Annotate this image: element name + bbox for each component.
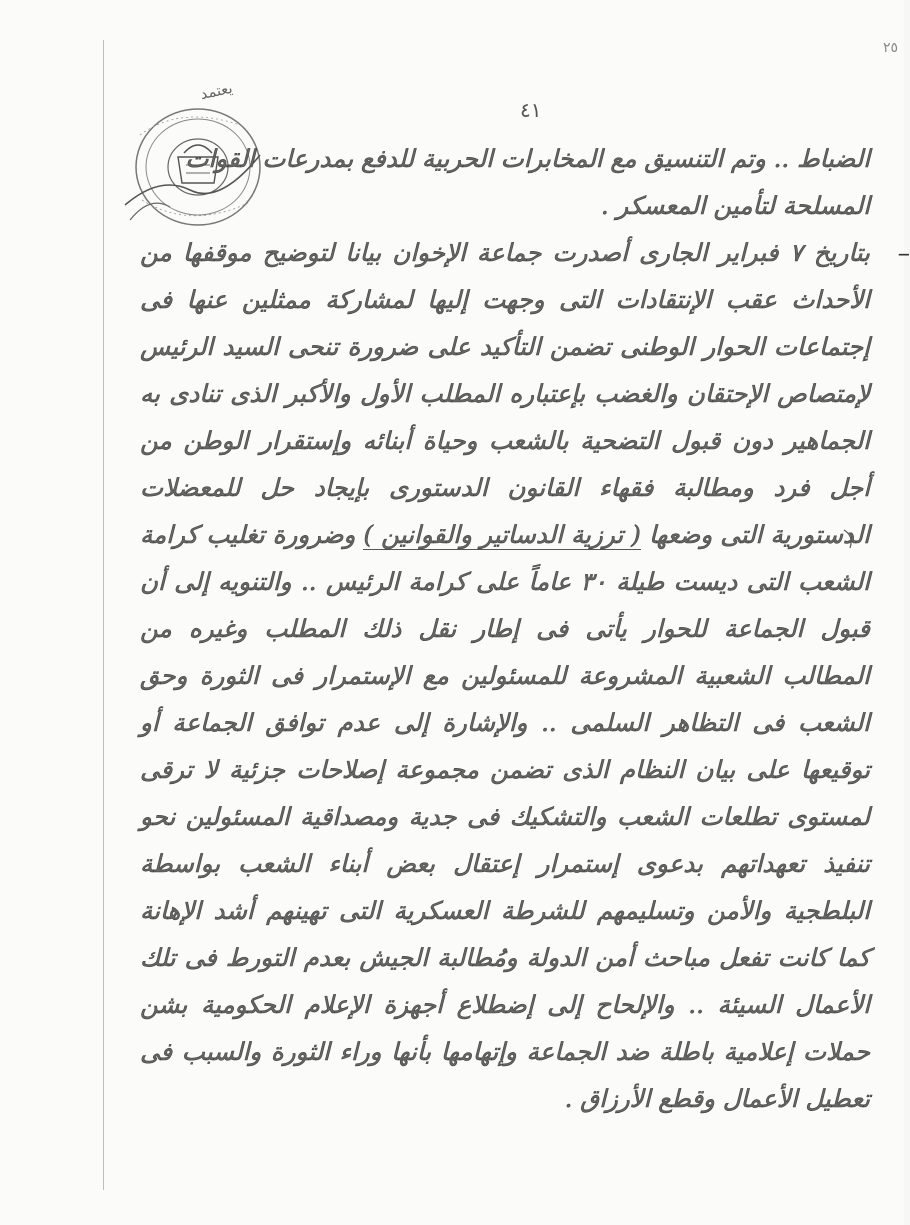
continuation-line-2: المسلحة لتأمين المعسكر .: [600, 191, 870, 220]
margin-line: [103, 40, 104, 1190]
continuation-paragraph: [140, 135, 870, 229]
margin-check-mark-icon: [840, 528, 860, 550]
handwritten-note: يعتمد: [198, 78, 235, 104]
paragraph-text-part-1: بتاريخ ٧ فبراير الجارى أصدرت جماعة الإخوان بيانا لتوضيح موقفها من الأحداث عقب الإنتقادات التى وجهت إليها لمشاركة ممثلين عنها فى إجتماعات الحوار الوطنى تضمن التأكيد على ضرورة تنحى السيد الرئيس لإمتصاص الإحتقان والغضب بإعتباره المطلب الأول والأكبر الذى تنادى به الجماهير دون قبول التضحية بالشعب وحياة أبنائه وإستقرار الوطن من أجل فرد ومطالبة فقهاء القانون الدستورى بإيجاد حل للمعضلات الدستورية التى وضعها: [140, 238, 870, 549]
document-body: [140, 135, 910, 1122]
corner-mark: ٢٥: [882, 40, 898, 56]
underlined-phrase: ( ترزية الدساتير والقوانين ): [363, 520, 641, 549]
paragraph-text-part-2: وضرورة تغليب كرامة الشعب التى ديست طيلة ٣٠ عاماً على كرامة الرئيس .. والتنويه إلى أن قبول الجماعة للحوار يأتى فى إطار نقل ذلك المطلب وغيره من المطالب الشعبية المشروعة للمسئولين مع الإستمرار فى الثورة وحق الشعب فى التظاهر السلمى .. والإشارة إلى عدم توافق الجماعة أو توقيعها على بيان النظام الذى تضمن مجموعة إصلاحات جزئية لا ترقى لمستوى تطلعات الشعب والتشكيك فى جدية ومصداقية المسئولين نحو تنفيذ تعهداتهم بدعوى إستمرار إعتقال بعض أبناء الشعب بواسطة البلطجية والأمن وتسليمهم للشرطة العسكرية التى تهينهم أشد الإهانة كما كانت تفعل مباحث أمن الدولة ومُطالبة الجيش بعدم التورط فى تلك الأعمال السيئة .. والإلحاح إلى إضطلاع أجهزة الإعلام الحكومية بشن حملات إعلامية باطلة ضد الجماعة وإتهامها بأنها وراء الثورة والسبب فى تعطيل الأعمال وقطع الأرزاق .: [140, 520, 870, 1113]
page-number: ٤١: [520, 98, 542, 122]
continuation-line-1: الضباط .. وتم التنسيق مع المخابرات الحربية للدفع بمدرعات القوات: [185, 144, 870, 173]
bullet-dash: –: [897, 238, 910, 267]
statement-paragraph: [140, 229, 910, 1122]
